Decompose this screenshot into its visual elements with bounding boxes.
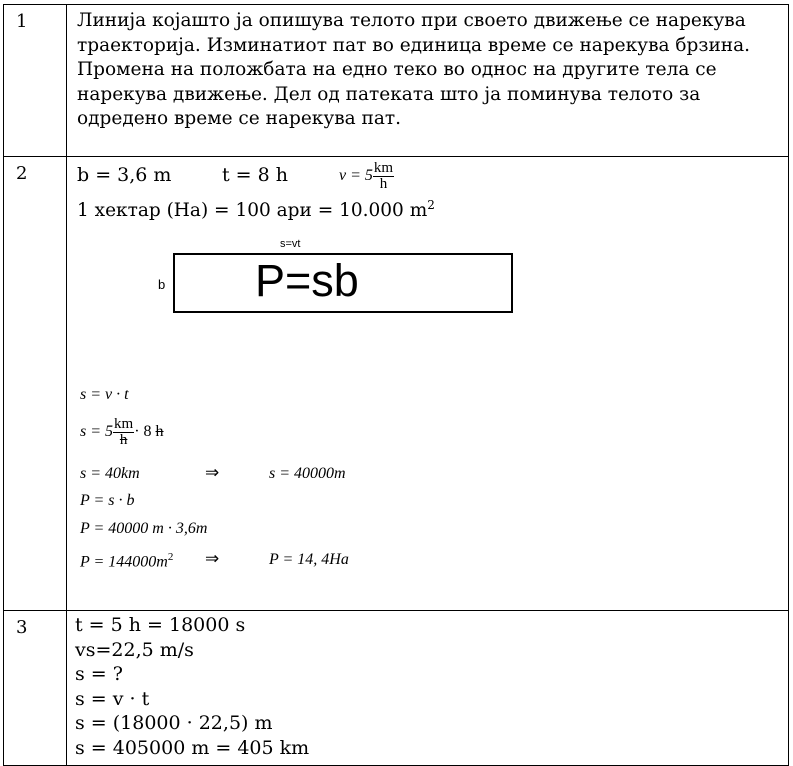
- step-s3-right: s = 40000m: [269, 465, 346, 482]
- distance-substitution: s = (18000 · 22,5) m: [75, 712, 273, 735]
- step-s-formula: [80, 386, 129, 404]
- area-formula: P=sb: [255, 255, 359, 306]
- km-per-h-fraction: [373, 161, 394, 192]
- given-time: t = 5 h = 18000 s: [75, 614, 246, 636]
- given-b: b = 3,6 m: [77, 164, 172, 186]
- step-p2-text: P = 40000 m · 3,6m: [80, 520, 208, 537]
- given-speed: vs=22,5 m/s: [75, 638, 194, 661]
- row-number: 3: [4, 611, 67, 766]
- implies-arrow: ⇒: [205, 549, 220, 568]
- table-row: [4, 611, 789, 766]
- table-row: [4, 5, 789, 157]
- hectare-text: 1 хектар (Ha) = 100 ари = 10.000 m: [77, 200, 428, 222]
- row-content: [67, 5, 789, 157]
- given-v-prefix: v = 5: [339, 167, 373, 185]
- unit-h-cancelled: h: [119, 432, 128, 448]
- step-s3-left: s = 40km: [80, 465, 140, 482]
- unit-h: h: [379, 176, 388, 192]
- rectangle-side-label: b: [158, 277, 166, 292]
- step-s-formula-text: s = v · t: [80, 386, 129, 403]
- unknown-distance: s = ?: [75, 663, 123, 686]
- given-v: [339, 161, 394, 192]
- step-p3-exponent: 2: [167, 551, 174, 563]
- row-content: [67, 157, 789, 611]
- step-p-substitution: [80, 520, 207, 538]
- unit-km: km: [373, 160, 394, 176]
- step-p3-left: P = 144000m: [80, 553, 168, 571]
- unit-km: km: [114, 416, 134, 432]
- row-content: [67, 611, 789, 766]
- row-number: 2: [4, 157, 67, 611]
- given-t: t = 8 h: [222, 164, 288, 186]
- step-s2-mid: · 8: [134, 423, 152, 441]
- area-rectangle: [173, 253, 513, 313]
- solutions-table: [3, 4, 789, 766]
- definitions-paragraph: Линија којашто ја опишува телото при своето движење се нарекува траекторија. Изминатиот пат во единица време се нарекува брзина. Промена на положбата на едно теко во однос на другите тела се нарекува движење. Дел од патеката што ја поминува телото за одредено време се нарекува пат.: [77, 10, 751, 129]
- distance-result: s = 405000 m = 405 km: [75, 736, 310, 759]
- hectare-conversion: [77, 198, 435, 221]
- row-number: 1: [4, 5, 67, 157]
- km-per-h-fraction: [113, 417, 134, 448]
- hectare-exponent: 2: [427, 198, 435, 212]
- step-p3-right: P = 14, 4Ha: [269, 551, 349, 568]
- step-p-hectares: [269, 551, 349, 569]
- distance-formula: s = v · t: [75, 687, 150, 710]
- step-s-substitution: [80, 417, 164, 448]
- rectangle-top-label: s=vt: [280, 238, 301, 250]
- table-row: [4, 157, 789, 611]
- step-p1-text: P = s · b: [80, 492, 135, 509]
- step-p-formula: [80, 492, 135, 510]
- step-s-result: [80, 465, 140, 483]
- implies-arrow: ⇒: [205, 463, 220, 482]
- step-s-meters: [269, 465, 346, 483]
- step-s2-end: h: [155, 423, 164, 441]
- step-s2-prefix: s = 5: [80, 423, 114, 441]
- step-p-result: [80, 551, 173, 571]
